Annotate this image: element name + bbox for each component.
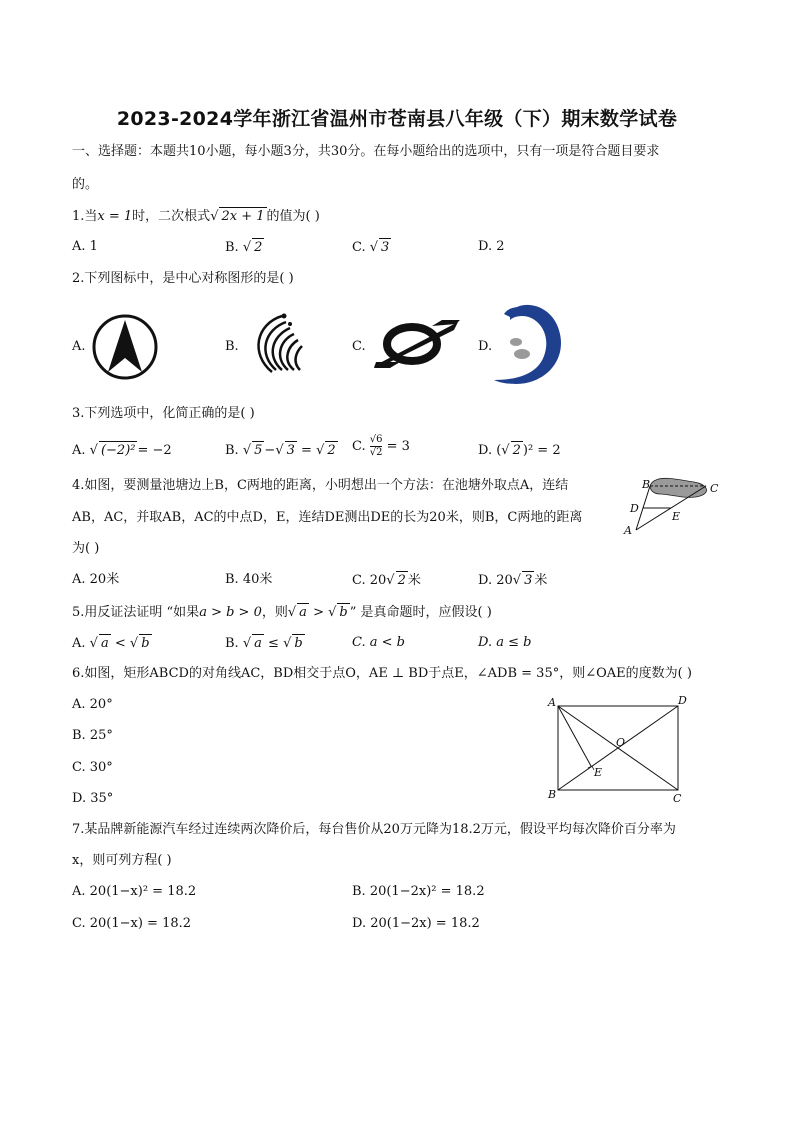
q2-option-c: C.: [352, 339, 366, 354]
q1-stem: 1.当x = 1时，二次根式√ 2x + 1 的值为( ): [72, 209, 320, 224]
compass-arrow-icon: [90, 312, 160, 382]
pond-figure: [620, 472, 724, 540]
q5-option-b: B. √ a ≤ √ b: [225, 636, 303, 651]
rectangle-figure: [542, 694, 692, 806]
q1-option-a: A. 1: [72, 239, 98, 254]
section-intro-line2: 的。: [72, 177, 99, 192]
q3-option-b: B. √ 5 −√ 3 = √ 2: [225, 443, 336, 458]
label-O: O: [616, 736, 626, 749]
q3-stem: 3.下列选项中，化简正确的是( ): [72, 406, 255, 421]
q3-option-a: A. √ (−2)²= −2: [72, 443, 172, 458]
q7-option-d: D. 20(1−2x) = 18.2: [352, 916, 480, 931]
q3-option-d: D. (√ 2 )² = 2: [478, 443, 561, 458]
q6-option-c: C. 30°: [72, 760, 113, 775]
section-intro-line1: 一、选择题：本题共10小题，每小题3分，共30分。在每小题给出的选项中，只有一项是符合题目要求: [72, 144, 660, 159]
q2-stem: 2.下列图标中，是中心对称图形的是( ): [72, 271, 294, 286]
label-A: A: [548, 696, 556, 709]
label-E: E: [594, 766, 603, 779]
q4-stem-line3: 为( ): [72, 541, 100, 556]
q7-option-a: A. 20(1−x)² = 18.2: [72, 884, 197, 899]
label-A: A: [624, 524, 632, 537]
q4-stem-line2: AB，AC，并取AB，AC的中点D，E，连结DE测出DE的长为20米，则B，C两地的距离: [72, 510, 583, 525]
q5-option-a: A. √ a < √ b: [72, 636, 150, 651]
q6-option-a: A. 20°: [72, 697, 113, 712]
q2-option-d: D.: [478, 339, 493, 354]
q4-stem-line1: 4.如图，要测量池塘边上B，C两地的距离，小明想出一个方法：在池塘外取点A，连结: [72, 478, 569, 493]
page-title: 2023-2024学年浙江省温州市苍南县八年级（下）期末数学试卷: [116, 108, 678, 130]
label-B: B: [548, 788, 557, 801]
q1-option-d: D. 2: [478, 239, 505, 254]
q7-stem-line2: x，则可列方程( ): [72, 853, 172, 868]
q2-option-b: B.: [225, 339, 239, 354]
q4-option-a: A. 20米: [72, 572, 120, 587]
q4-option-d: D. 20√ 3 米: [478, 573, 548, 588]
q3-option-c: C. $\frac{√6}{√2}$ = 3: [352, 434, 410, 458]
q7-stem-line1: 7.某品牌新能源汽车经过连续两次降价后，每台售价从20万元降为18.2万元，假设平均每次降价百分率为: [72, 822, 676, 837]
label-E: E: [672, 510, 681, 523]
blue-brush-logo-icon: [492, 300, 568, 388]
label-D: D: [678, 694, 687, 707]
q7-option-b: B. 20(1−2x)² = 18.2: [352, 884, 485, 899]
label-B: B: [642, 478, 651, 491]
q6-stem: 6.如图，矩形ABCD的对角线AC，BD相交于点O，AE ⊥ BD于点E，∠ADB = 35°，则∠OAE的度数为( ): [72, 666, 692, 681]
label-C: C: [710, 482, 719, 495]
label-C: C: [673, 792, 682, 805]
q5-stem: 5.用反证法证明 “如果a > b > 0，则√ a > √ b ” 是真命题时，应假设( ): [72, 605, 492, 620]
q2-option-a: A.: [72, 339, 86, 354]
q7-option-c: C. 20(1−x) = 18.2: [72, 916, 192, 931]
arcs-swirl-icon: [242, 310, 312, 382]
q1-option-c: C. √ 3: [352, 240, 390, 255]
q5-option-d: D. a ≤ b: [478, 635, 532, 650]
q6-option-b: B. 25°: [72, 728, 113, 743]
label-D: D: [630, 502, 639, 515]
q4-option-b: B. 40米: [225, 572, 273, 587]
q5-option-c: C. a < b: [352, 635, 405, 650]
q6-option-d: D. 35°: [72, 791, 114, 806]
slashed-ring-icon: [370, 318, 462, 370]
q4-option-c: C. 20√ 2 米: [352, 573, 421, 588]
q1-option-b: B. √ 2: [225, 240, 263, 255]
